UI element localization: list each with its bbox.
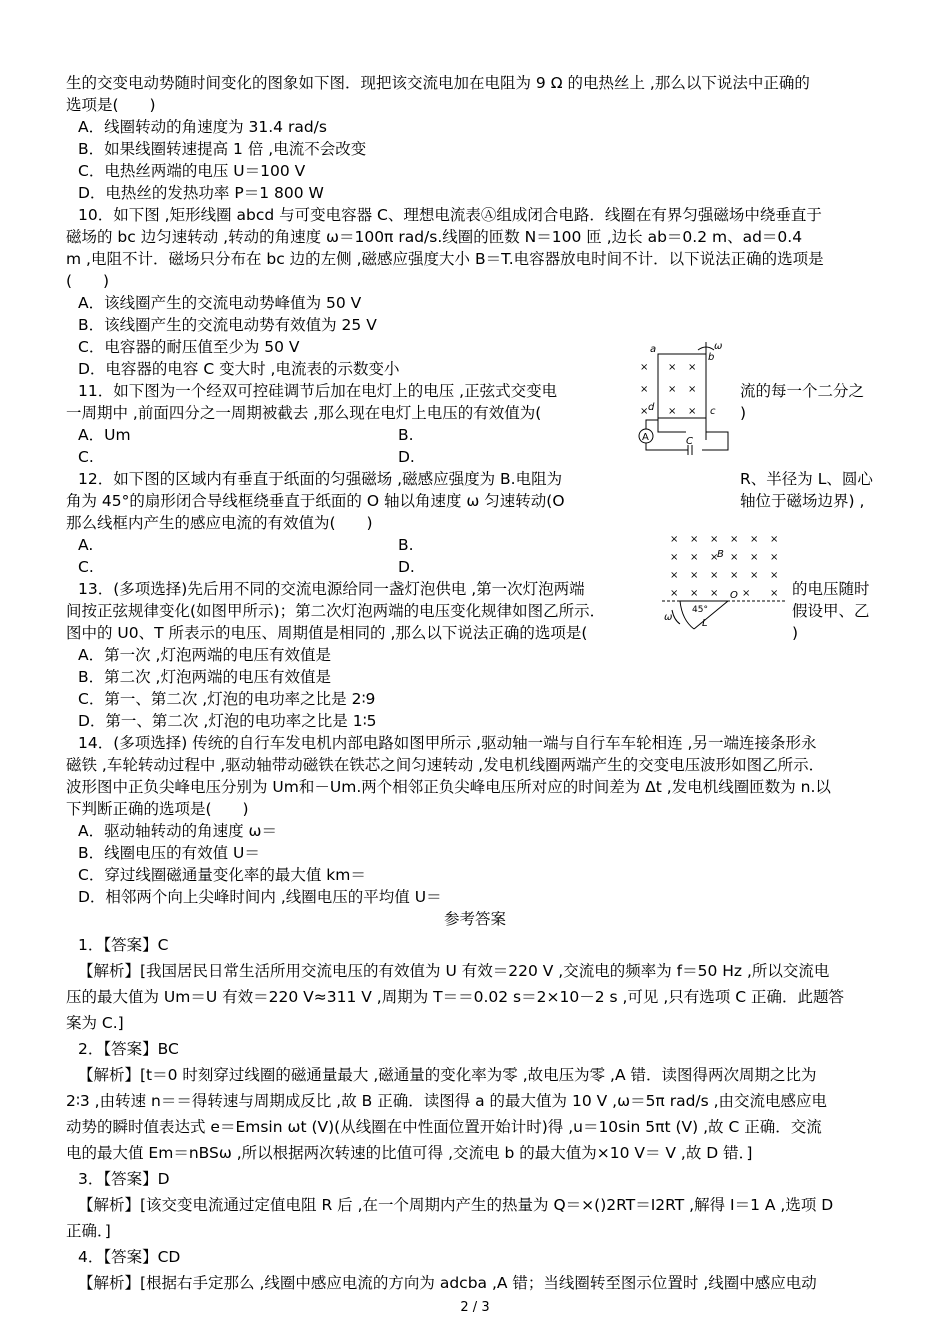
option-line: A．线圈转动的角速度为 31.4 rad/s [78,118,327,136]
text-line: 动势的瞬时值表达式 e＝Emsin ωt (V)(从线圈在中性面位置开始计时)得 ,u＝10sin 5πt (V) ,故 C 正确．交流 [66,1118,822,1136]
sector-field-diagram [662,530,787,630]
svg-text:×: × [750,534,759,545]
svg-text:×: × [770,552,779,563]
option-line: C．电热丝两端的电压 U＝100 V [78,162,306,180]
text-line: 【解析】[t＝0 时刻穿过线圈的磁通量最大 ,磁通量的变化率为零 ,故电压为零 ,A 错．读图得两次周期之比为 [78,1066,817,1084]
text-line: 压的最大值为 Um＝U 有效＝220 V≈311 V ,周期为 T＝＝0.02 s＝2×10－2 s ,可见 ,只有选项 C 正确．此题答 [66,988,844,1006]
wire-ammeter [646,443,656,450]
svg-text:×: × [730,534,739,545]
option-line: C．电容器的耐压值至少为 50 V [78,338,300,356]
svg-text:×: × [730,570,739,581]
option-line: C. [78,558,94,576]
option-line: B. [398,536,414,554]
text-line: 磁铁 ,车轮转动过程中 ,驱动轴带动磁铁在铁芯之间匀速转动 ,发电机线圈两端产生的交变电压波形如图乙所示． [66,756,825,774]
text-line: 正确．] [66,1222,111,1240]
text-line: 生的交变电动势随时间变化的图象如下图．现把该交流电加在电阻为 9 Ω 的电热丝上 ,那么以下说法中正确的 [66,74,810,92]
label-ammeter: A [642,432,649,443]
option-line: D．电热丝的发热功率 P＝1 800 W [78,184,324,202]
option-line: C. [78,448,94,466]
svg-text:×: × [710,552,719,563]
svg-text:×: × [668,362,677,373]
question-11: 11．如下图为一个经双可控硅调节后加在电灯上的电压 ,正弦式交变电 [78,382,558,400]
text-line: 下判断正确的选项是( ) [66,800,249,818]
label-d: d [648,402,655,413]
label-angle: 45° [692,605,708,615]
option-line: A. [78,536,94,554]
question-12: 12．如下图的区域内有垂直于纸面的匀强磁场 ,磁感应强度为 B.电阻为 [78,470,563,488]
label-c: c [710,406,716,417]
svg-text:×: × [690,588,699,599]
svg-text:×: × [710,534,719,545]
svg-text:×: × [670,570,679,581]
page-number: 2 / 3 [460,1300,490,1315]
label-O: O [730,590,738,601]
text-line: 的电压随时 [792,580,870,598]
option-line: B．第二次 ,灯泡两端的电压有效值是 [78,668,331,686]
text-line: 2∶3 ,由转速 n＝＝得转速与周期成反比 ,故 B 正确．读图得 a 的最大值为 10 V ,ω＝5π rad/s ,由交流电感应电 [66,1092,828,1110]
coil-circuit-diagram [628,340,733,475]
option-line: A．驱动轴转动的角速度 ω＝ [78,822,278,840]
question-13: 13．(多项选择)先后用不同的交流电源给同一盏灯泡供电 ,第一次灯泡两端 [78,580,585,598]
text-line: R、半径为 L、圆心 [740,470,873,488]
wire-ammeter-top [646,420,658,429]
svg-text:×: × [670,534,679,545]
svg-text:×: × [750,552,759,563]
svg-text:×: × [750,570,759,581]
svg-text:×: × [668,406,677,417]
svg-text:×: × [668,384,677,395]
label-b: b [708,352,715,363]
text-line: 图中的 U0、T 所表示的电压、周期值是相同的 ,那么以下说法正确的选项是( [66,624,588,642]
label-omega: ω [714,341,723,352]
option-line: D. [398,448,415,466]
svg-text:×: × [640,384,649,395]
text-line: 波形图中正负尖峰电压分别为 Um和－Um.两个相邻正负尖峰电压所对应的时间差为 Δt ,发电机线圈匝数为 n.以 [66,778,831,796]
option-line: B．如果线圈转速提高 1 倍 ,电流不会改变 [78,140,367,158]
svg-text:×: × [690,570,699,581]
text-line: 角为 45°的扇形闭合导线框绕垂直于纸面的 O 轴以角速度 ω 匀速转动(O [66,492,565,510]
sector-field-figure [662,530,787,630]
option-line: B. [398,426,414,444]
svg-text:×: × [640,406,649,417]
label-omega: ω [664,612,673,623]
svg-text:×: × [710,570,719,581]
svg-text:×: × [770,534,779,545]
question-14: 14．(多项选择) 传统的自行车发电机内部电路如图甲所示 ,驱动轴一端与自行车车轮相连 ,另一端连接条形永 [78,734,817,752]
text-line: 流的每一个二分之 [740,382,865,400]
rotation-arc [672,610,680,624]
text-line: 假设甲、乙 [792,602,870,620]
option-line: A．第一次 ,灯泡两端的电压有效值是 [78,646,331,664]
wire-left [658,418,686,432]
svg-text:×: × [670,552,679,563]
text-line: 【解析】[我国居民日常生活所用交流电压的有效值为 U 有效＝220 V ,交流电的频率为 f＝50 Hz ,所以交流电 [78,962,830,980]
svg-text:×: × [770,570,779,581]
label-B: B [717,549,724,560]
answer-line: 4．【答案】CD [78,1248,181,1266]
option-line: D. [398,558,415,576]
option-line: D．相邻两个向上尖峰时间内 ,线圈电压的平均值 U＝ [78,888,442,906]
svg-text:×: × [688,384,697,395]
text-line: 【解析】[根据右手定那么 ,线圈中感应电流的方向为 adcba ,A 错；当线圈转至图示位置时 ,线圈中感应电动 [78,1274,817,1292]
text-line: 一周期中 ,前面四分之一周期被截去 ,那么现在电灯上电压的有效值为( [66,404,542,422]
svg-text:×: × [710,588,719,599]
option-line: D．电容器的电容 C 变大时 ,电流表的示数变小 [78,360,400,378]
text-line: ) [740,404,747,422]
svg-text:×: × [690,534,699,545]
text-line: ) [792,624,799,642]
text-line: 电的最大值 Em＝nBSω ,所以根据两次转速的比值可得 ,交流电 b 的最大值为×10 V＝ V ,故 D 错．] [66,1144,753,1162]
label-L: L [702,618,708,629]
svg-text:×: × [730,552,739,563]
svg-text:×: × [688,362,697,373]
svg-text:×: × [770,588,779,599]
text-line: 选项是( ) [66,96,156,114]
option-line: C．穿过线圈磁通量变化率的最大值 km＝ [78,866,366,884]
answer-line: 3．【答案】D [78,1170,170,1188]
option-line: D．第一、第二次 ,灯泡的电功率之比是 1∶5 [78,712,377,730]
text-line: 轴位于磁场边界) , [740,492,865,510]
option-line: C．第一、第二次 ,灯泡的电功率之比是 2∶9 [78,690,376,708]
svg-text:×: × [640,362,649,373]
label-a: a [650,344,657,355]
text-line: 磁场的 bc 边匀速转动 ,转动的角速度 ω＝100π rad/s.线圈的匝数 N＝100 匝 ,边长 ab＝0.2 m、ad＝0.4 [66,228,803,246]
text-line: 【解析】[该交变电流通过定值电阻 R 后 ,在一个周期内产生的热量为 Q＝×()2RT＝I2RT ,解得 I＝1 A ,选项 D [78,1196,834,1214]
answer-line: 2．【答案】BC [78,1040,179,1058]
answer-heading: 参考答案 [443,910,506,928]
text-line: 案为 C.] [66,1014,124,1032]
text-line: ( ) [66,272,110,290]
answer-line: 1．【答案】C [78,936,169,954]
coil-circuit-figure [628,340,733,475]
text-line: 那么线框内产生的感应电流的有效值为( ) [66,514,373,532]
option-line: B．该线圈产生的交流电动势有效值为 25 V [78,316,377,334]
svg-text:×: × [670,588,679,599]
svg-text:×: × [688,406,697,417]
text-line: m ,电阻不计．磁场只分布在 bc 边的左侧 ,磁感应强度大小 B＝T.电容器放电时间不计．以下说法正确的选项是 [66,250,824,268]
text-line: 间按正弦规律变化(如图甲所示)；第二次灯泡两端的电压变化规律如图乙所示． [66,602,606,620]
svg-text:×: × [742,588,751,599]
label-capacitor: C [686,436,693,447]
svg-text:×: × [690,552,699,563]
option-line: A．该线圈产生的交流电动势峰值为 50 V [78,294,362,312]
option-line: A．Um [78,426,131,444]
option-line: B．线圈电压的有效值 U＝ [78,844,260,862]
question-10: 10．如下图 ,矩形线圈 abcd 与可变电容器 C、理想电流表Ⓐ组成闭合电路．线圈在有界匀强磁场中绕垂直于 [78,206,822,224]
coil-rect [658,354,706,418]
